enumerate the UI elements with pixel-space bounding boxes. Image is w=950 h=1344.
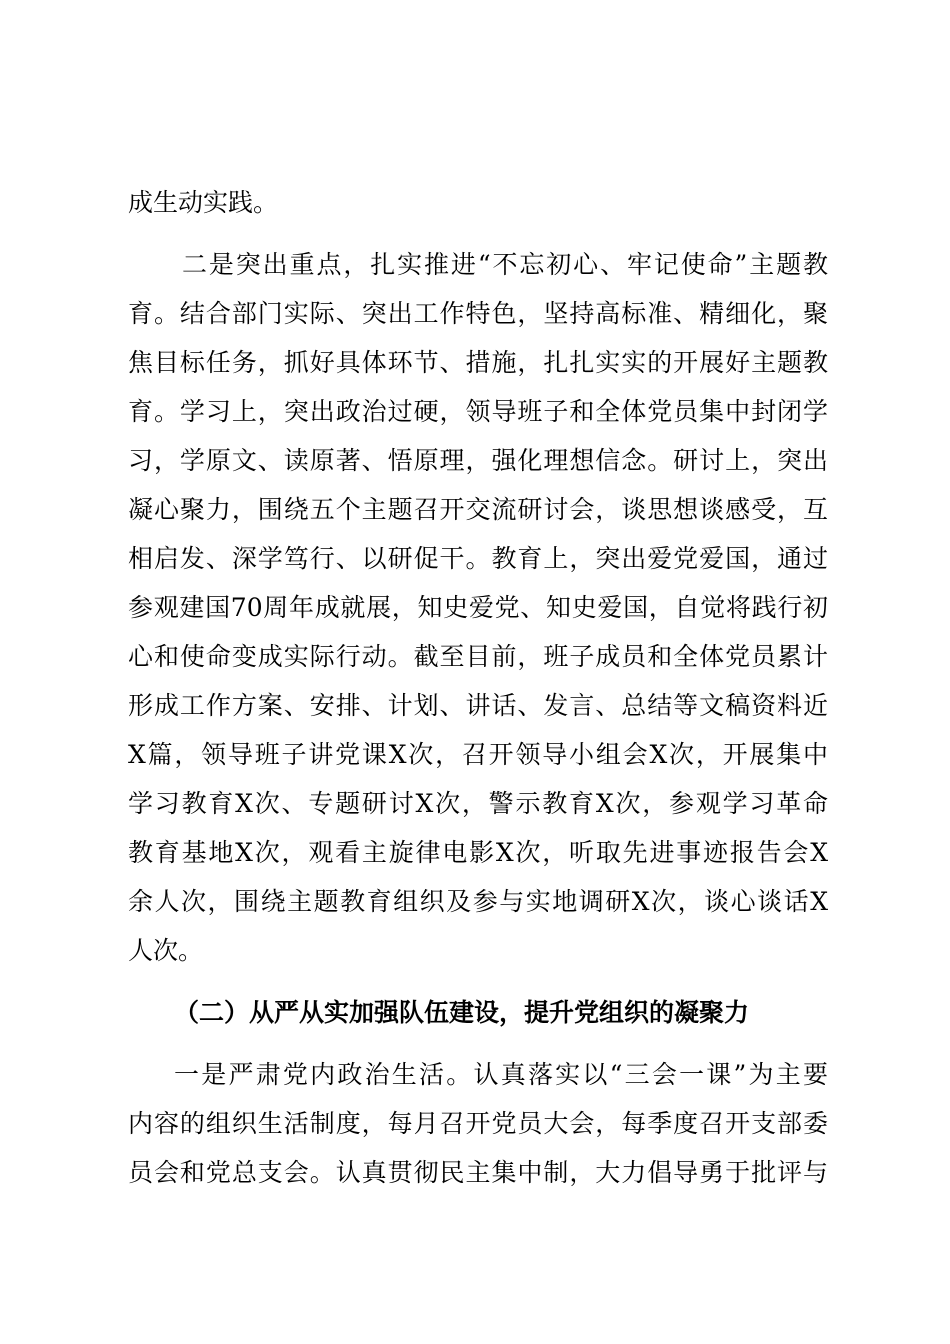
text-line: X篇，领导班子讲党课X次，召开领导小组会X次，开展集中 — [128, 740, 828, 769]
text-line: 参观建国70周年成就展，知史爱党、知史爱国，自觉将践行初 — [128, 593, 828, 622]
text-line: 相启发、深学笃行、以研促干。教育上，突出爱党爱国，通过 — [128, 544, 828, 573]
text-line: 学习教育X次、专题研讨X次，警示教育X次，参观学习革命 — [128, 789, 828, 818]
text-line: 二是突出重点，扎实推进“不忘初心、牢记使命”主题教 — [182, 250, 828, 279]
text-line: 心和使命变成实际行动。截至目前，班子成员和全体党员累计 — [128, 642, 828, 671]
section-heading-text: （二）从严从实加强队伍建设，提升党组织的凝聚力 — [174, 998, 750, 1027]
text-line: 育。学习上，突出政治过硬，领导班子和全体党员集中封闭学 — [128, 397, 828, 426]
text-line: 形成工作方案、安排、计划、讲话、发言、总结等文稿资料近 — [128, 691, 828, 720]
text-line: 成生动实践。 — [128, 188, 279, 217]
text-line: 人次。 — [128, 936, 204, 965]
paragraph-topic-education — [128, 240, 828, 975]
text-line: 习，学原文、读原著、悟原理，强化理想信念。研讨上，突出 — [128, 446, 828, 475]
text-line: 凝心聚力，围绕五个主题召开交流研讨会，谈思想谈感受，互 — [128, 495, 828, 524]
text-line: 教育基地X次，观看主旋律电影X次，听取先进事迹报告会X — [128, 838, 828, 867]
text-line: 员会和党总支会。认真贯彻民主集中制，大力倡导勇于批评与 — [128, 1158, 828, 1187]
document-body — [128, 178, 828, 1197]
text-line: 育。结合部门实际、突出工作特色，坚持高标准、精细化，聚 — [128, 299, 828, 328]
paragraph-party-life — [128, 1050, 828, 1197]
text-line: 余人次，围绕主题教育组织及参与实地调研X次，谈心谈话X — [128, 887, 828, 916]
section-heading — [128, 988, 828, 1037]
text-line: 内容的组织生活制度，每月召开党员大会，每季度召开支部委 — [128, 1109, 828, 1138]
paragraph-continuation — [128, 178, 828, 227]
text-line: 焦目标任务，抓好具体环节、措施，扎扎实实的开展好主题教 — [128, 348, 828, 377]
text-line: 一是严肃党内政治生活。认真落实以“三会一课”为主要 — [174, 1060, 828, 1089]
